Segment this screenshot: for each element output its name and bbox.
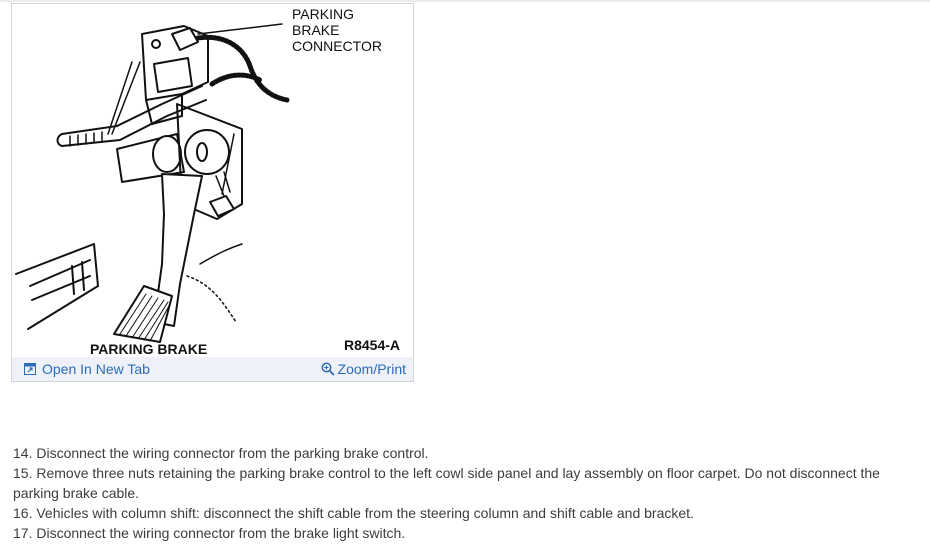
external-tab-icon [24, 363, 36, 375]
step-15: 15. Remove three nuts retaining the parking brake control to the left cowl side panel and lay assembly on floor carpet. Do not disconnect the parking brake cable. [13, 465, 880, 501]
callout-line-1: PARKING [292, 6, 354, 22]
callout-line-2: BRAKE [292, 22, 340, 38]
step-14: 14. Disconnect the wiring connector from the parking brake control. [13, 445, 429, 461]
magnifier-icon [321, 362, 335, 376]
callout-line-3: CONNECTOR [292, 38, 382, 54]
open-new-tab-label: Open In New Tab [42, 361, 150, 377]
step-17: 17. Disconnect the wiring connector from the brake light switch. [13, 525, 406, 541]
zoom-print-link[interactable] [321, 361, 406, 377]
callout-leader [198, 24, 282, 34]
open-new-tab-link[interactable] [24, 361, 150, 377]
zoom-print-label: Zoom/Print [337, 361, 406, 377]
step-16: 16. Vehicles with column shift: disconnect the shift cable from the steering column and shift cable and bracket. [13, 505, 694, 521]
side-rail [16, 244, 98, 329]
parking-brake-diagram [12, 4, 415, 357]
figure-toolbar [12, 357, 413, 381]
pedal-pad [114, 286, 172, 342]
figure-card [11, 3, 414, 382]
parking-brake-label: PARKING BRAKE [90, 341, 208, 357]
top-divider [0, 0, 930, 2]
procedure-steps [13, 443, 913, 543]
connector-wire [198, 37, 287, 100]
connector-plug [172, 28, 198, 50]
figure-code: R8454-A [344, 337, 401, 353]
